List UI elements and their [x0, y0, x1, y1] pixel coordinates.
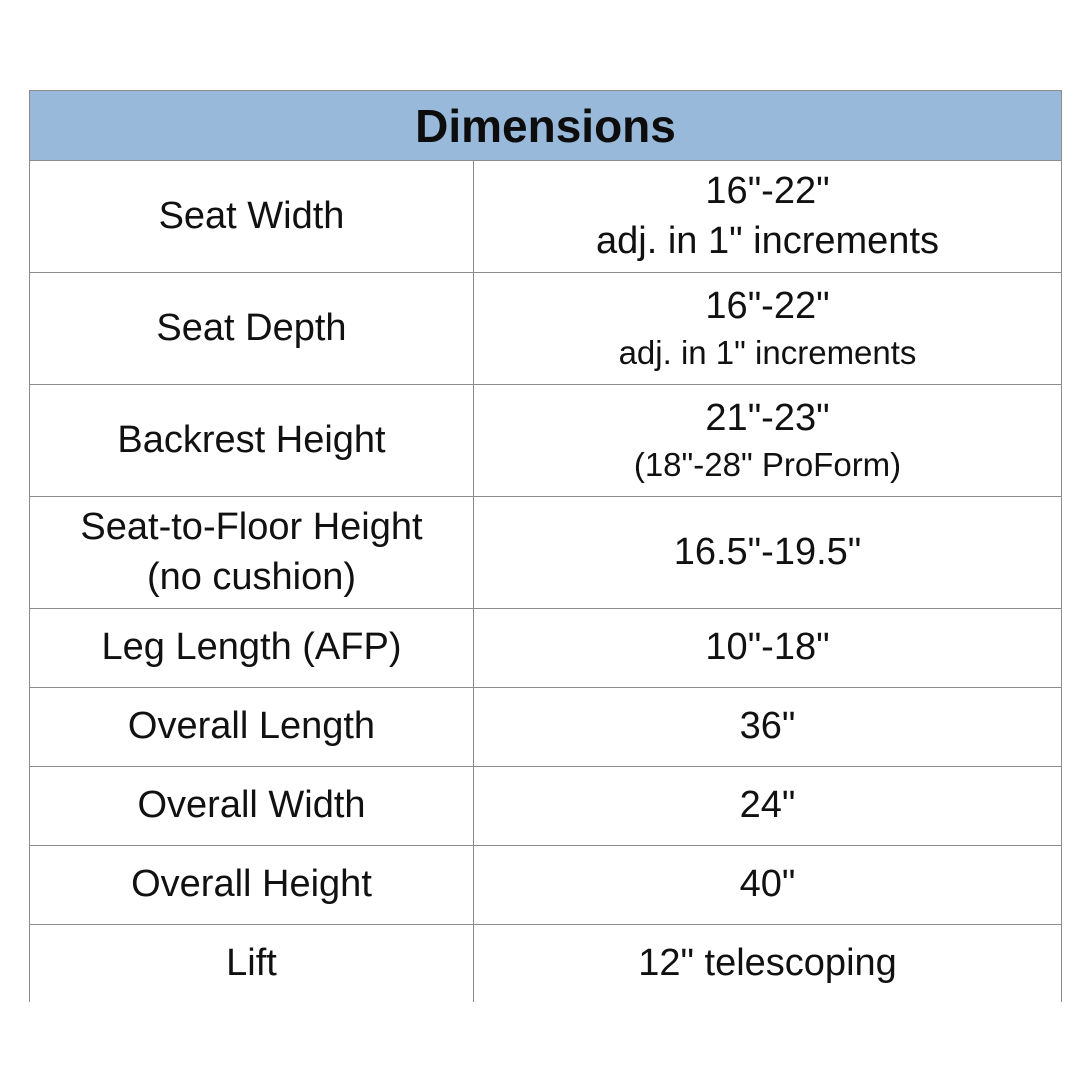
row-label-line1: Seat-to-Floor Height: [80, 506, 423, 549]
table-row: [30, 385, 1062, 497]
dimensions-table: [29, 90, 1062, 1002]
row-value-note: adj. in 1" increments: [596, 219, 939, 262]
row-label: Seat Depth: [30, 273, 474, 385]
row-label: Overall Height: [30, 846, 474, 925]
table-row: [30, 273, 1062, 385]
table-header-row: [30, 91, 1062, 161]
row-value: [474, 385, 1062, 497]
row-value: 36": [474, 688, 1062, 767]
row-label: Overall Width: [30, 767, 474, 846]
row-value-main: 16"-22": [705, 285, 830, 328]
table-row: [30, 688, 1062, 767]
row-value-main: 16"-22": [705, 170, 830, 213]
row-label: Seat Width: [30, 161, 474, 273]
row-value-note: (18"-28" ProForm): [633, 445, 902, 483]
row-label: Leg Length (AFP): [30, 609, 474, 688]
row-value-main: 21"-23": [705, 397, 830, 440]
row-value: 10"-18": [474, 609, 1062, 688]
table-row: [30, 846, 1062, 925]
table-title: Dimensions: [30, 91, 1062, 161]
row-value: [474, 161, 1062, 273]
row-label: [30, 497, 474, 609]
row-value: [474, 273, 1062, 385]
row-value-note: adj. in 1" increments: [618, 333, 917, 371]
row-label-line2: (no cushion): [146, 555, 357, 598]
row-label: Overall Length: [30, 688, 474, 767]
table-row: [30, 161, 1062, 273]
row-value: 40": [474, 846, 1062, 925]
table-row: [30, 609, 1062, 688]
row-value: 16.5"-19.5": [474, 497, 1062, 609]
table-row: [30, 497, 1062, 609]
table-row: [30, 767, 1062, 846]
row-value: 24": [474, 767, 1062, 846]
row-label: Backrest Height: [30, 385, 474, 497]
row-value: 12" telescoping: [474, 925, 1062, 1002]
table-row: [30, 925, 1062, 1002]
row-label: Lift: [30, 925, 474, 1002]
